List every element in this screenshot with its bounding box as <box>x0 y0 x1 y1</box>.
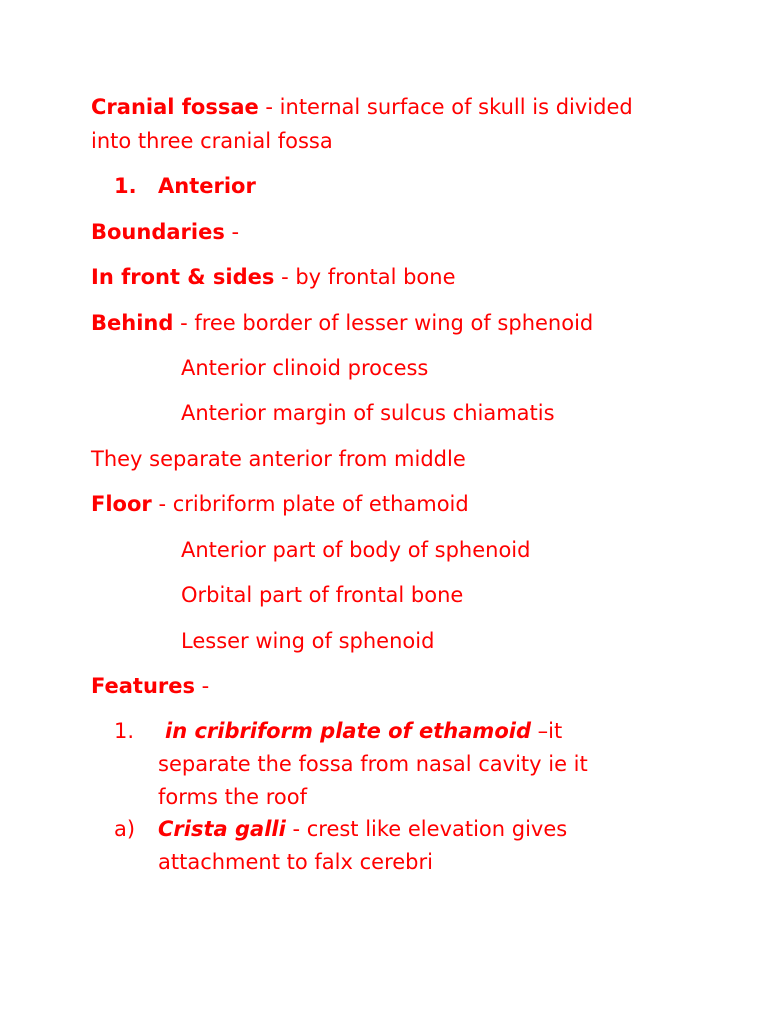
feature1-term: in cribriform plate of ethamoid <box>165 719 531 743</box>
front-sides-text: - by frontal bone <box>274 265 456 289</box>
feature1-text-2: separate the fossa from nasal cavity ie it <box>158 752 588 776</box>
behind-item: Anterior margin of sulcus chiamatis <box>181 401 555 425</box>
behind-line <box>91 310 593 336</box>
floor-line <box>91 491 469 517</box>
floor-text: - cribriform plate of ethamoid <box>151 492 469 516</box>
feature1-text-1: –it <box>530 719 563 743</box>
features-heading <box>91 673 209 699</box>
feature-a-line-1 <box>158 816 567 842</box>
section-title: Anterior <box>158 174 256 198</box>
features-suffix: - <box>195 674 210 698</box>
section-heading <box>114 173 137 199</box>
feature1-number: 1. <box>114 719 135 743</box>
feature-a-text-1: - crest like elevation gives <box>285 817 568 841</box>
behind-item: Anterior clinoid process <box>181 356 429 380</box>
front-sides-label: In front & sides <box>91 265 275 289</box>
feature-a-term: Crista galli <box>158 817 286 841</box>
features-label: Features <box>91 674 195 698</box>
boundaries-suffix: - <box>224 220 240 244</box>
feature1-line-1 <box>165 718 562 744</box>
intro-text-2: into three cranial fossa <box>91 129 333 153</box>
floor-item: Orbital part of frontal bone <box>181 583 464 607</box>
feature1-text-3: forms the roof <box>158 785 307 809</box>
section-number: 1. <box>114 174 137 198</box>
boundaries-heading <box>91 219 239 245</box>
boundaries-label: Boundaries <box>91 220 225 244</box>
intro-line-1 <box>91 94 633 120</box>
floor-label: Floor <box>91 492 152 516</box>
separate-note: They separate anterior from middle <box>91 447 466 471</box>
feature-a-marker: a) <box>114 817 136 841</box>
behind-label: Behind <box>91 311 174 335</box>
feature-a-text-2: attachment to falx cerebri <box>158 850 433 874</box>
front-sides-line <box>91 264 456 290</box>
intro-text-1: - internal surface of skull is divided <box>258 95 633 119</box>
intro-line-2 <box>91 128 333 154</box>
behind-text: - free border of lesser wing of sphenoid <box>173 311 594 335</box>
floor-item: Lesser wing of sphenoid <box>181 629 435 653</box>
floor-item: Anterior part of body of sphenoid <box>181 538 531 562</box>
intro-term: Cranial fossae <box>91 95 259 119</box>
section-title-line <box>158 173 256 199</box>
